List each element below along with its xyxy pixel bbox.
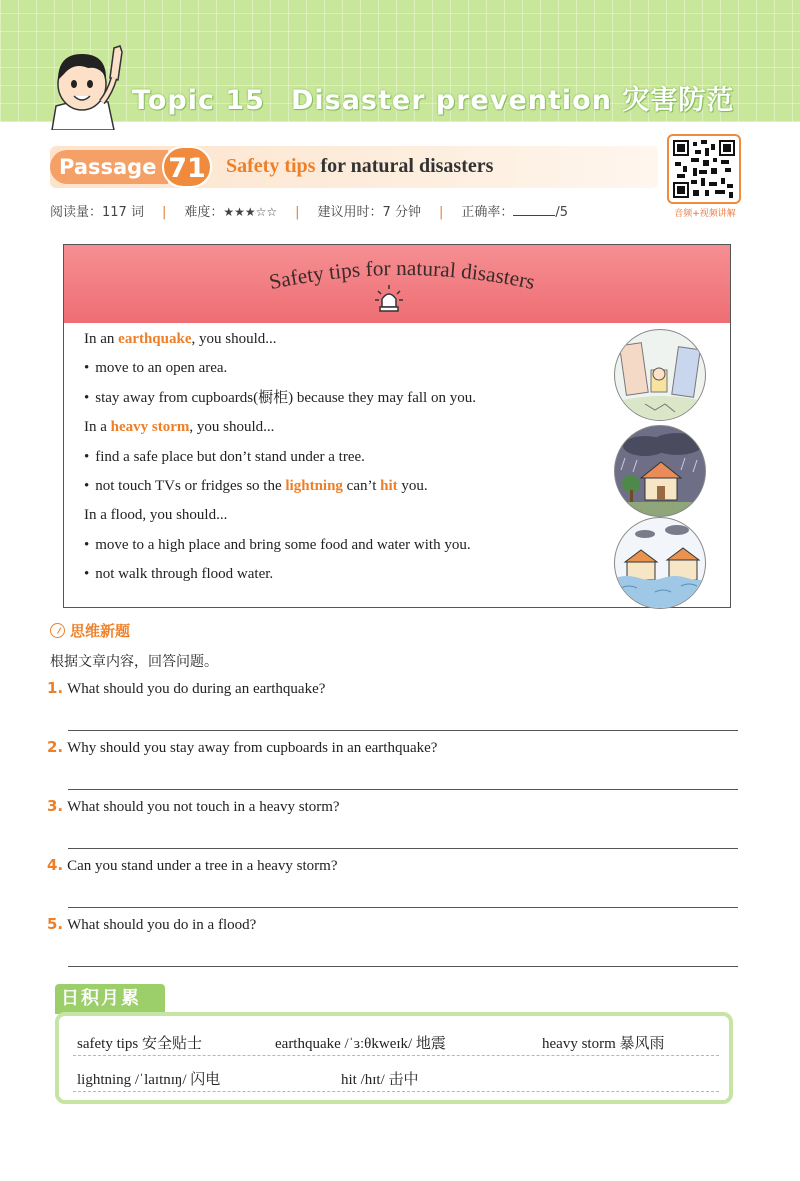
accuracy-blank[interactable] — [513, 204, 555, 216]
passage-title-highlight: Safety tips — [226, 155, 316, 177]
passage-bar — [50, 146, 658, 188]
qr-caption: 音频+视频讲解 — [674, 209, 736, 219]
passage-bullet: • not touch TVs or fridges so the lightning can’t hit you. — [84, 472, 604, 501]
passage-title — [226, 155, 493, 178]
passage-box-heading-text: Safety tips for natural disasters — [266, 259, 538, 295]
pen-icon — [50, 623, 65, 638]
question-item: 2. Why should you stay away from cupboards in an earthquake? — [47, 738, 438, 756]
answer-line[interactable] — [68, 907, 738, 908]
accuracy-label: 正确率： — [461, 205, 514, 220]
keyword-earthquake: earthquake — [118, 331, 192, 347]
alarm-light-icon — [375, 285, 403, 313]
passage-bullet: • not walk through flood water. — [84, 560, 604, 589]
qr-code[interactable] — [667, 134, 741, 204]
suggested-time: 建议用时：7 分钟 — [317, 205, 421, 220]
passage-bullet: • find a safe place but don’t stand under a tree. — [84, 443, 604, 472]
vocab-item: safety tips 安全贴士 — [77, 1036, 202, 1052]
storm-illustration — [614, 425, 706, 517]
passage-box — [63, 244, 731, 608]
new-questions-heading — [50, 620, 130, 641]
topic-header — [0, 0, 800, 122]
topic-label: Topic 15 — [132, 85, 265, 116]
passage-line: In a heavy storm, you should... — [84, 419, 275, 436]
vocab-row — [73, 1026, 719, 1056]
question-item: 5. What should you do in a flood? — [47, 915, 257, 933]
earthquake-illustration — [614, 329, 706, 421]
flood-illustration — [614, 517, 706, 609]
vocab-item: lightning /ˈlaɪtnɪŋ/ 闪电 — [77, 1072, 221, 1088]
answer-line[interactable] — [68, 848, 738, 849]
passage-box-header — [64, 245, 730, 323]
accuracy-total: /5 — [555, 205, 569, 220]
vocab-item: heavy storm 暴风雨 — [542, 1036, 665, 1052]
difficulty-stars: ★★★☆☆ — [223, 205, 278, 219]
passage-bullet: • move to an open area. — [84, 354, 604, 383]
passage-number: 71 — [162, 146, 212, 188]
keyword-lightning: lightning — [285, 477, 343, 494]
topic-name: Disaster prevention 灾害防范 — [290, 85, 735, 116]
vocab-item: earthquake /ˈɜːθkweɪk/ 地震 — [275, 1036, 446, 1052]
vocab-box — [55, 1012, 733, 1104]
boy-mascot-icon — [44, 40, 136, 130]
passage-bullet: • stay away from cupboards(橱柜) because they may fall on you. — [84, 384, 604, 413]
topic-title — [132, 78, 734, 117]
difficulty-label: 难度： — [184, 205, 224, 220]
question-instruction: 根据文章内容，回答问题。 — [50, 654, 218, 670]
vocab-row — [73, 1062, 719, 1092]
passage-label: Passage — [50, 150, 168, 184]
answer-line[interactable] — [68, 966, 738, 967]
vocab-item: hit /hɪt/ 击中 — [341, 1072, 419, 1088]
answer-line[interactable] — [68, 730, 738, 731]
reading-meta — [50, 201, 650, 220]
passage-line: In an earthquake, you should... — [84, 331, 277, 347]
question-item: 3. What should you not touch in a heavy storm? — [47, 797, 340, 815]
passage-bullet: • move to a high place and bring some food and water with you. — [84, 531, 604, 560]
passage-title-rest: for natural disasters — [320, 155, 494, 177]
passage-text — [84, 325, 604, 590]
question-item: 1. What should you do during an earthquake? — [47, 679, 326, 697]
divider: | — [161, 205, 167, 220]
question-item: 4. Can you stand under a tree in a heavy storm? — [47, 856, 338, 874]
divider: | — [295, 205, 300, 220]
keyword-heavy-storm: heavy storm — [110, 419, 190, 436]
word-count: 阅读量：117 词 — [50, 205, 144, 220]
answer-line[interactable] — [68, 789, 738, 790]
divider: | — [438, 205, 444, 220]
keyword-hit: hit — [380, 477, 398, 494]
passage-line: In a flood, you should... — [84, 507, 228, 524]
qr-code-icon — [673, 140, 735, 198]
vocab-heading: 日积月累 — [55, 984, 165, 1014]
new-questions-title: 思维新题 — [70, 622, 131, 640]
